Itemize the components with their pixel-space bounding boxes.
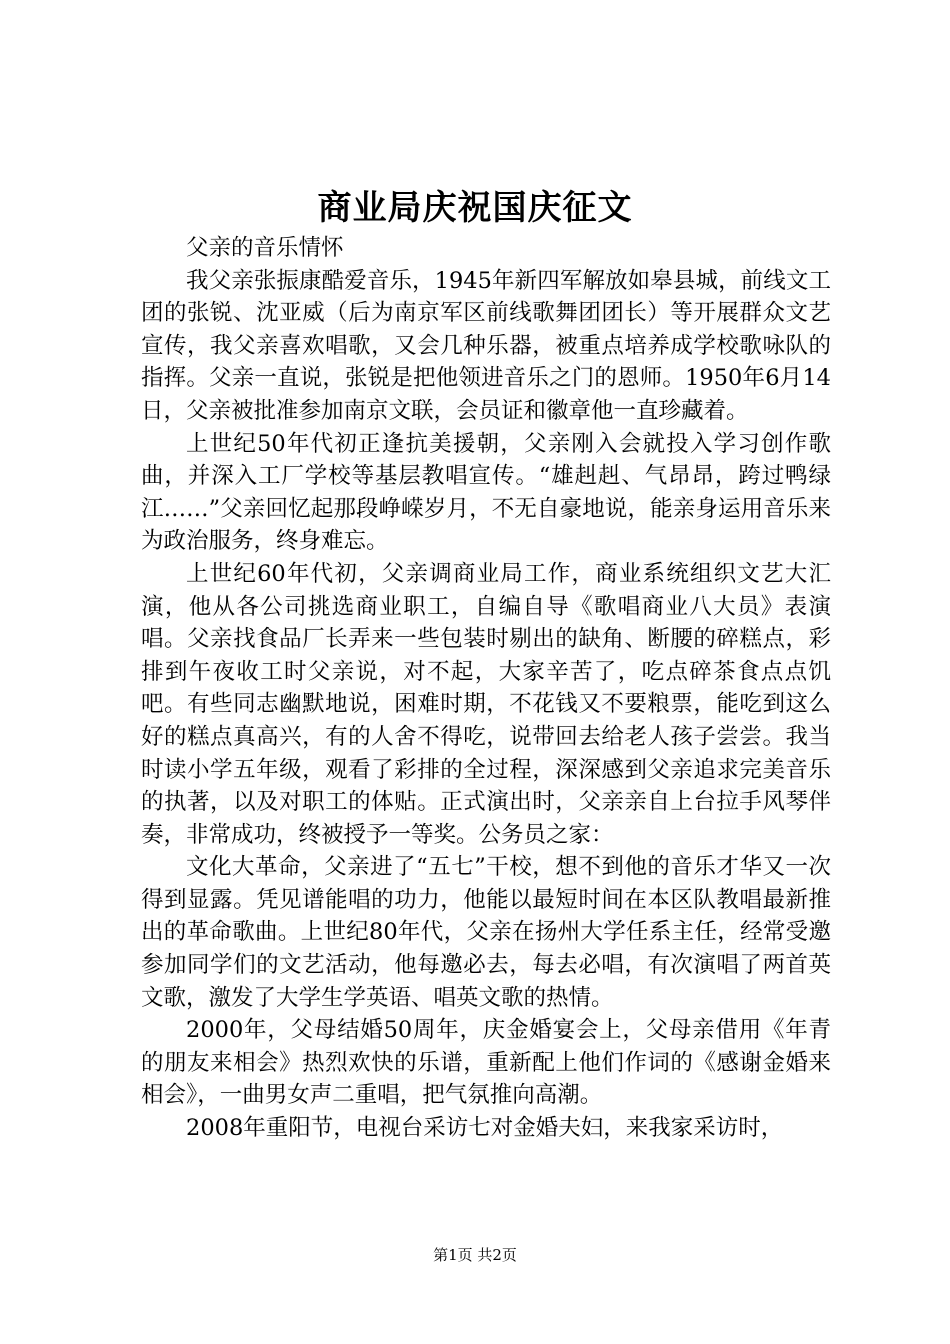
- document-body: [141, 232, 831, 1145]
- section-heading: 父亲的音乐情怀: [186, 235, 344, 261]
- document-title: 商业局庆祝国庆征文: [317, 188, 633, 228]
- paragraph: 上世纪60年代初，父亲调商业局工作，商业系统组织文艺大汇演，他从各公司挑选商业职工，自编自导《歌唱商业八大员》表演唱。父亲找食品厂长弄来一些包装时剔出的缺角、断腰的碎糕点，彩排到午夜收工时父亲说，对不起，大家辛苦了，吃点碎茶食点点饥吧。有些同志幽默地说，困难时期，不花钱又不要粮票，能吃到这么好的糕点真高兴，有的人舍不得吃，说带回去给老人孩子尝尝。我当时读小学五年级，观看了彩排的全过程，深深感到父亲追求完美音乐的执著，以及对职工的体贴。正式演出时，父亲亲自上台拉手风琴伴奏，非常成功，终被授予一等奖。公务员之家：: [141, 560, 831, 848]
- paragraph: 文化大革命，父亲进了“五七”干校，想不到他的音乐才华又一次得到显露。凭见谱能唱的功力，他能以最短时间在本区队教唱最新推出的革命歌曲。上世纪80年代，父亲在扬州大学任系主任，经常受邀参加同学们的文艺活动，他每邀必去，每去必唱，有次演唱了两首英文歌，激发了大学生学英语、唱英文歌的热情。: [141, 854, 831, 1011]
- paragraph: 2000年，父母结婚50周年，庆金婚宴会上，父母亲借用《年青的朋友来相会》热烈欢快的乐谱，重新配上他们作词的《感谢金婚来相会》，一曲男女声二重唱，把气氛推向高潮。: [141, 1017, 831, 1109]
- page-number-footer: 第1页 共2页: [433, 1246, 517, 1264]
- paragraph: 上世纪50年代初正逢抗美援朝，父亲刚入会就投入学习创作歌曲，并深入工厂学校等基层教唱宣传。“雄赳赳、气昂昂，跨过鸭绿江……”父亲回忆起那段峥嵘岁月，不无自豪地说，能亲身运用音乐来为政治服务，终身难忘。: [141, 430, 831, 555]
- paragraph: 我父亲张振康酷爱音乐，1945年新四军解放如皋县城，前线文工团的张锐、沈亚威（后为南京军区前线歌舞团团长）等开展群众文艺宣传，我父亲喜欢唱歌，又会几种乐器，被重点培养成学校歌咏队的指挥。父亲一直说，张锐是把他领进音乐之门的恩师。1950年6月14日，父亲被批准参加南京文联，会员证和徽章他一直珍藏着。: [141, 267, 831, 424]
- paragraph: 2008年重阳节，电视台采访七对金婚夫妇，来我家采访时，: [186, 1115, 784, 1142]
